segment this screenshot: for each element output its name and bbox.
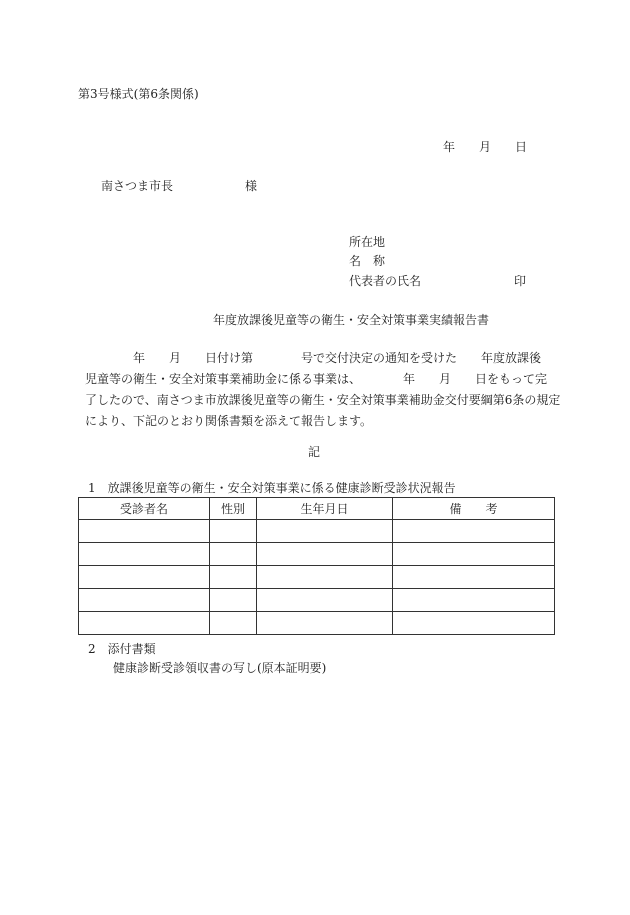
col-header-birthdate: 生年月日 — [257, 498, 393, 520]
table-cell — [79, 612, 210, 635]
table-row — [79, 566, 555, 589]
table-cell — [393, 612, 555, 635]
table-cell — [393, 589, 555, 612]
table-cell — [257, 566, 393, 589]
table-cell — [210, 566, 257, 589]
table-cell — [393, 520, 555, 543]
table-cell — [79, 566, 210, 589]
body-line: により、下記のとおり関係書類を添えて報告します。 — [85, 414, 373, 428]
health-check-table — [78, 497, 555, 635]
table-cell — [210, 589, 257, 612]
col-header-remarks: 備 考 — [393, 498, 555, 520]
table-row — [79, 543, 555, 566]
table-cell — [257, 612, 393, 635]
body-line: 了したので、南さつま市放課後児童等の衛生・安全対策事業補助金交付要綱第6条の規定 — [85, 393, 561, 407]
table-row — [79, 612, 555, 635]
table-cell — [210, 612, 257, 635]
table-cell — [257, 520, 393, 543]
body-line: 児童等の衛生・安全対策事業補助金に係る事業は、 年 月 日をもって完 — [85, 372, 548, 386]
table-header-row — [79, 498, 555, 520]
table-cell — [393, 543, 555, 566]
col-header-examinee: 受診者名 — [79, 498, 210, 520]
section-1-title: 1 放課後児童等の衛生・安全対策事業に係る健康診断受診状況報告 — [88, 481, 456, 495]
table-row — [79, 520, 555, 543]
body-line: 年 月 日付け第 号で交付決定の通知を受けた 年度放課後 — [85, 351, 542, 365]
table-cell — [210, 543, 257, 566]
date-line: 年 月 日 — [443, 140, 528, 154]
table-cell — [210, 520, 257, 543]
table-cell — [393, 566, 555, 589]
body-paragraph — [85, 348, 561, 432]
ki-heading: 記 — [308, 445, 321, 459]
form-number: 第3号様式(第6条関係) — [78, 87, 199, 101]
table-cell — [79, 543, 210, 566]
seal-mark: 印 — [514, 274, 527, 288]
table-cell — [79, 520, 210, 543]
document-title: 年度放課後児童等の衛生・安全対策事業実績報告書 — [213, 313, 490, 327]
table-cell — [257, 543, 393, 566]
attachment-item: 健康診断受診領収書の写し(原本証明要) — [113, 661, 327, 675]
table-row — [79, 589, 555, 612]
col-header-sex: 性別 — [210, 498, 257, 520]
name-label: 名 称 — [349, 254, 386, 268]
address-label: 所在地 — [349, 235, 386, 249]
addressee: 南さつま市長 様 — [101, 179, 258, 193]
representative-label: 代表者の氏名 — [349, 274, 422, 288]
table-cell — [257, 589, 393, 612]
table-cell — [79, 589, 210, 612]
section-2-title: 2 添付書類 — [88, 642, 156, 656]
